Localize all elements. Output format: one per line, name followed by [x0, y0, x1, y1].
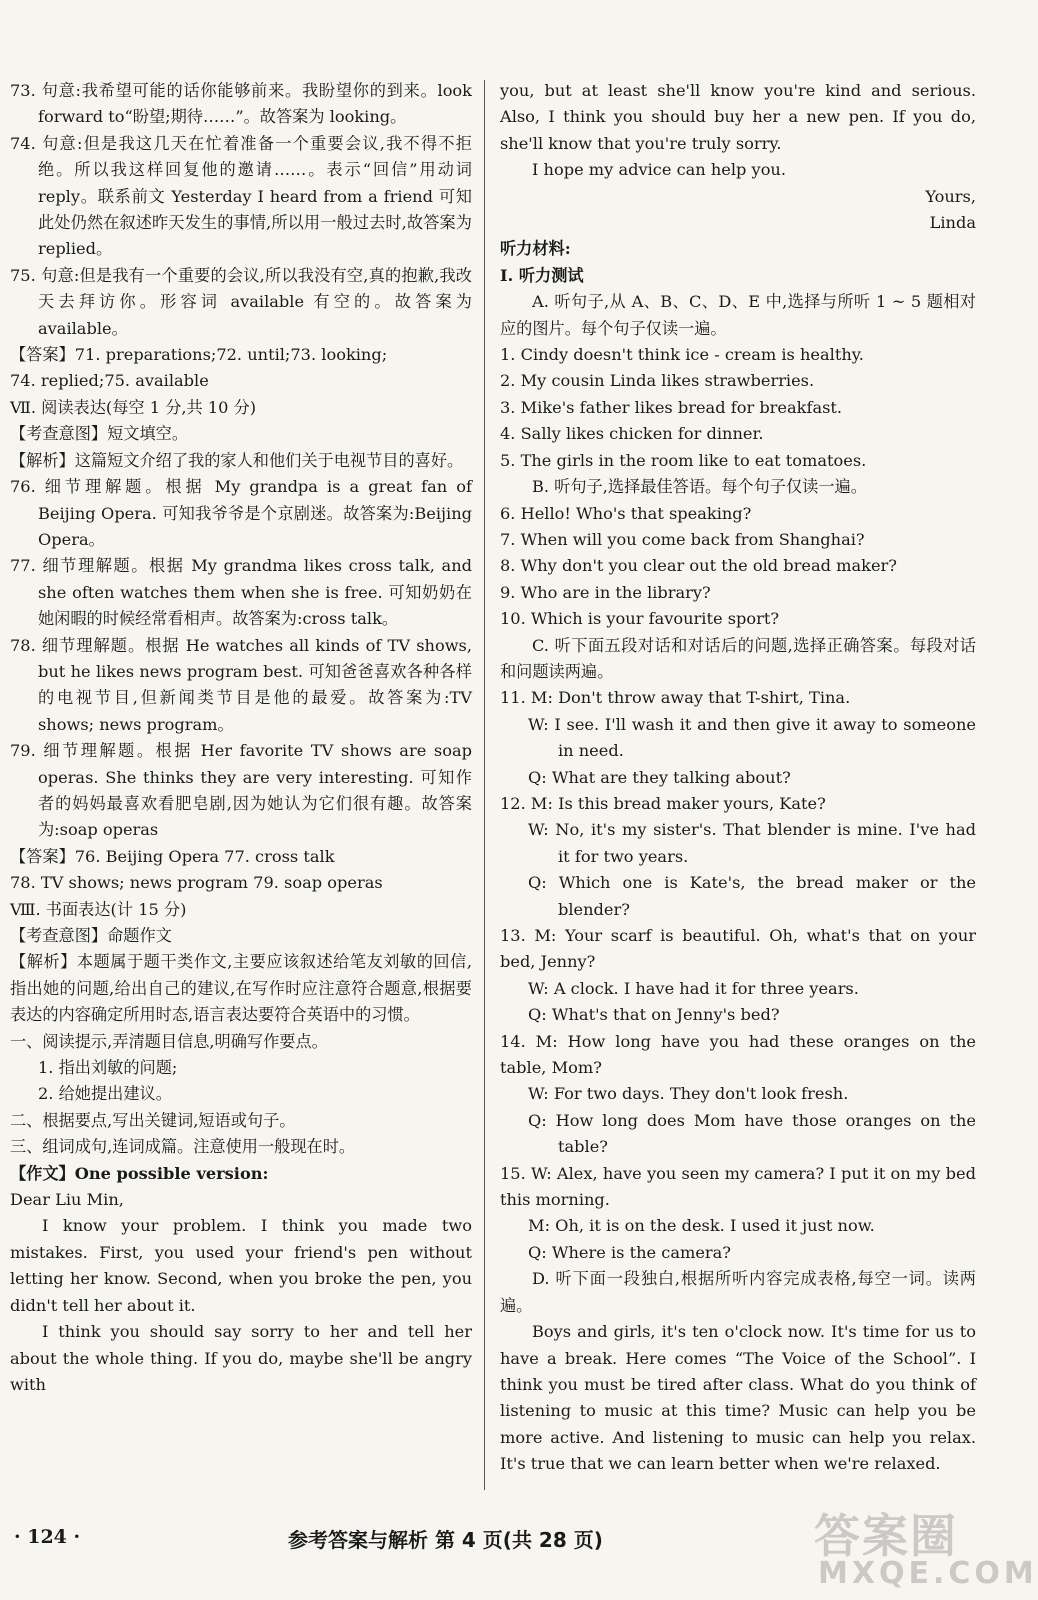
paragraph: Boys and girls, it's ten o'clock now. It's time for us to have a break. Here comes “The Voice of the School”. I think you must be tired after class. What do you think of listening to music at this time? Music can help you be more active. And listening to music can help you relax. It's true that we can learn better when we're relaxed. — [500, 1322, 976, 1474]
paragraph: 5. The girls in the room like to eat tomatoes. — [500, 450, 867, 470]
paragraph: 15. W: Alex, have you seen my camera? I put it on my bed this morning. — [500, 1163, 976, 1210]
paragraph: Q: Which one is Kate's, the bread maker or the blender? — [528, 873, 976, 919]
paragraph: 2. 给她提出建议。 — [38, 1084, 172, 1104]
footer-title: 参考答案与解析 第 4 页(共 28 页) — [288, 1528, 603, 1552]
paragraph: D. 听下面一段独白,根据所听内容完成表格,每空一词。读两遍。 — [500, 1269, 976, 1315]
paragraph: B. 听句子,选择最佳答语。每个句子仅读一遍。 — [532, 477, 867, 497]
watermark-url: MXQE.COM — [818, 1556, 1038, 1591]
paragraph: I think you should say sorry to her and tell her about the whole thing. If you do, maybe she'll be angry with — [10, 1322, 472, 1394]
paragraph: W: No, it's my sister's. That blender is mine. I've had it for two years. — [528, 820, 976, 866]
watermark-text: 答案圈 — [814, 1509, 958, 1563]
right-column — [500, 78, 976, 1478]
paragraph: 76. 细节理解题。根据 My grandpa is a great fan of Beijing Opera. 可知我爷爷是个京剧迷。故答案为:Beijing Opera。 — [10, 477, 472, 549]
paragraph: 7. When will you come back from Shanghai? — [500, 529, 865, 549]
page-number: · 124 · — [14, 1526, 81, 1548]
paragraph: 14. M: How long have you had these oranges on the table, Mom? — [500, 1031, 976, 1078]
paragraph: I know your problem. I think you made two mistakes. First, you used your friend's pen without letting her know. Second, when you broke the pen, you didn't tell her about it. — [10, 1216, 472, 1315]
paragraph: 【解析】本题属于题干类作文,主要应该叙述给笔友刘敏的回信,指出她的问题,给出自己的建议,在写作时应注意符合题意,根据要表达的内容确定所用时态,语言表达要符合英语中的习惯。 — [10, 952, 472, 1025]
paragraph: 【作文】One possible version: — [10, 1163, 269, 1183]
paragraph: Dear Liu Min, — [10, 1190, 124, 1210]
paragraph: 8. Why don't you clear out the old bread maker? — [500, 556, 897, 576]
paragraph: 11. M: Don't throw away that T-shirt, Tina. — [500, 688, 851, 708]
paragraph: Yours, — [925, 186, 976, 206]
paragraph: C. 听下面五段对话和对话后的问题,选择正确答案。每段对话和问题读两遍。 — [500, 635, 976, 681]
paragraph: 三、组词成句,连词成篇。注意使用一般现在时。 — [10, 1137, 356, 1157]
paragraph: 一、阅读提示,弄清题目信息,明确写作要点。 — [10, 1031, 328, 1051]
watermark-logo — [808, 1500, 1038, 1596]
paragraph: W: A clock. I have had it for three years. — [528, 978, 859, 998]
paragraph: 74. replied;75. available — [10, 371, 209, 391]
paragraph: Q: How long does Mom have those oranges on the table? — [528, 1110, 976, 1157]
paragraph: 二、根据要点,写出关键词,短语或句子。 — [10, 1110, 296, 1130]
paragraph: Ⅶ. 阅读表达(每空 1 分,共 10 分) — [10, 397, 257, 417]
paragraph: 79. 细节理解题。根据 Her favorite TV shows are soap operas. She thinks they are very interesting. 可知作者的妈妈最喜欢看肥皂剧,因为她认为它们很有趣。故答案为:soap operas — [10, 741, 472, 840]
paragraph: 1. Cindy doesn't think ice - cream is healthy. — [500, 345, 864, 365]
paragraph: 74. 句意:但是我这几天在忙着准备一个重要会议,我不得不拒绝。所以我这样回复他的邀请……。表示“回信”用动词 reply。联系前文 Yesterday I heard from a friend 可知此处仍然在叙述昨天发生的事情,所以用一般过去时,故答案为 replied。 — [10, 133, 472, 259]
paragraph: 78. TV shows; news program 79. soap operas — [10, 873, 383, 893]
paragraph: 73. 句意:我希望可能的话你能够前来。我盼望你的到来。look forward to“盼望;期待……”。故答案为 looking。 — [10, 81, 472, 127]
paragraph: 【解析】这篇短文介绍了我的家人和他们关于电视节目的喜好。 — [10, 450, 464, 470]
paragraph: W: For two days. They don't look fresh. — [528, 1084, 849, 1104]
paragraph: 77. 细节理解题。根据 My grandma likes cross talk, and she often watches them when she is free. 可知奶奶在她闲暇的时候经常看相声。故答案为:cross talk。 — [10, 556, 472, 629]
paragraph: 听力材料: — [500, 239, 571, 259]
paragraph: Q: Where is the camera? — [528, 1242, 731, 1262]
paragraph: M: Oh, it is on the desk. I used it just now. — [528, 1216, 875, 1236]
paragraph: 12. M: Is this bread maker yours, Kate? — [500, 793, 826, 813]
paragraph: 【答案】71. preparations;72. until;73. looking; — [10, 345, 388, 365]
paragraph: 2. My cousin Linda likes strawberries. — [500, 371, 815, 391]
paragraph: 【考查意图】短文填空。 — [10, 424, 189, 444]
paragraph: 4. Sally likes chicken for dinner. — [500, 424, 764, 444]
paragraph: Ⅷ. 书面表达(计 15 分) — [10, 899, 187, 919]
column-divider — [484, 80, 485, 1490]
paragraph: 【答案】76. Beijing Opera 77. cross talk — [10, 846, 335, 866]
paragraph: 6. Hello! Who's that speaking? — [500, 503, 752, 523]
paragraph: 13. M: Your scarf is beautiful. Oh, what's that on your bed, Jenny? — [500, 926, 976, 972]
left-column — [10, 78, 472, 1398]
paragraph: Ⅰ. 听力测试 — [500, 265, 584, 285]
paragraph: 3. Mike's father likes bread for breakfast. — [500, 397, 843, 417]
paragraph: I hope my advice can help you. — [532, 160, 787, 180]
paragraph: 1. 指出刘敏的问题; — [38, 1058, 178, 1078]
paragraph: 75. 句意:但是我有一个重要的会议,所以我没有空,真的抱歉,我改天去拜访你。形容词 available 有空的。故答案为 available。 — [10, 265, 472, 338]
paragraph: Linda — [929, 213, 976, 233]
paragraph: 9. Who are in the library? — [500, 582, 711, 602]
paragraph: Q: What are they talking about? — [528, 767, 791, 787]
paragraph: Q: What's that on Jenny's bed? — [528, 1005, 780, 1025]
paragraph: W: I see. I'll wash it and then give it away to someone in need. — [528, 714, 976, 761]
paragraph: you, but at least she'll know you're kind and serious. Also, I think you should buy her a new pen. If you do, she'll know that you're truly sorry. — [500, 81, 976, 153]
paragraph: A. 听句子,从 A、B、C、D、E 中,选择与所听 1 ~ 5 题相对应的图片。每个句子仅读一遍。 — [500, 292, 976, 338]
paragraph: 10. Which is your favourite sport? — [500, 609, 780, 629]
paragraph: 78. 细节理解题。根据 He watches all kinds of TV shows, but he likes news program best. 可知爸爸喜欢各种各样的电视节目,但新闻类节目是他的最爱。故答案为:TV shows; news program。 — [10, 635, 472, 734]
paragraph: 【考查意图】命题作文 — [10, 926, 172, 945]
